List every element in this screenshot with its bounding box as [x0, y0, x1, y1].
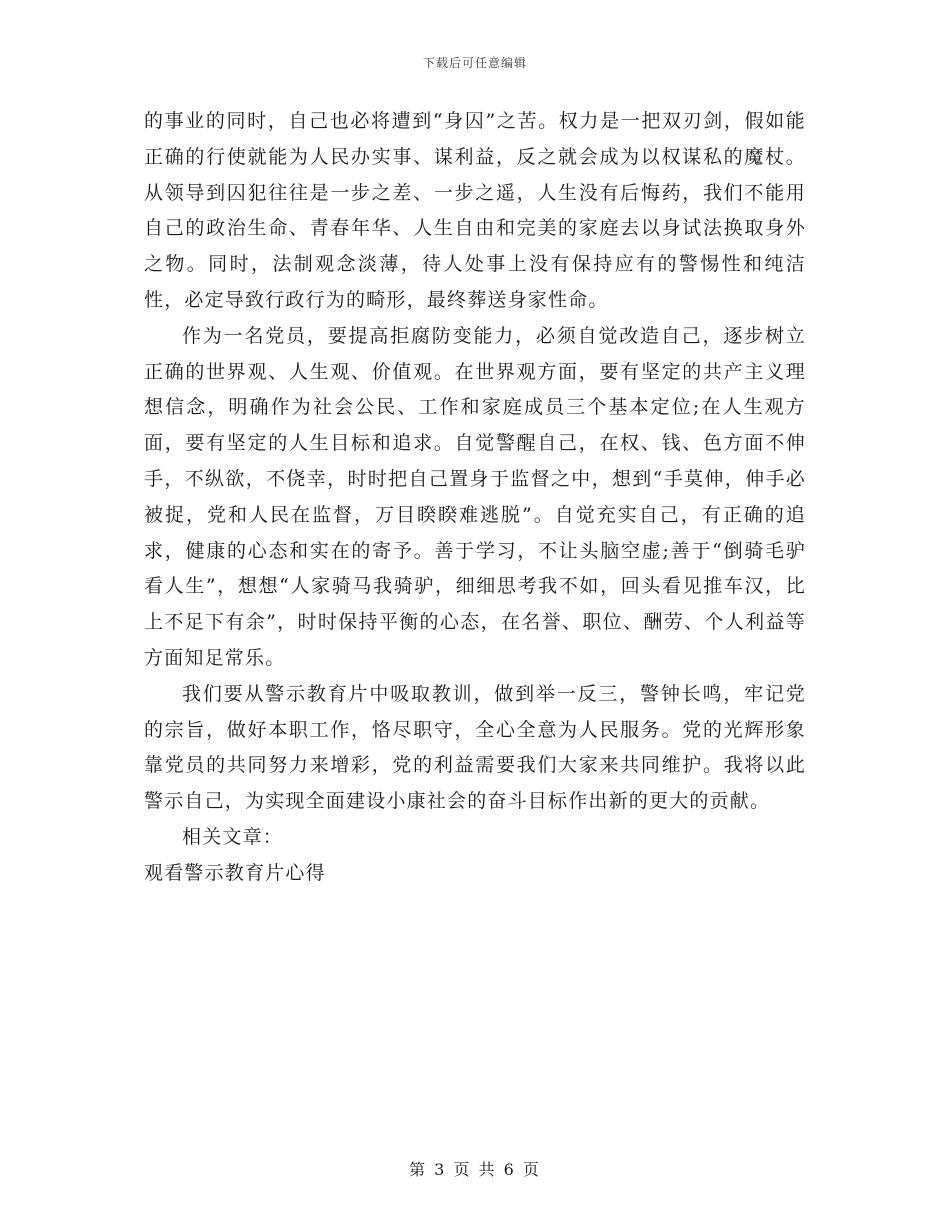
related-article-link[interactable]: 观看警示教育片心得: [144, 861, 326, 884]
related-articles-label: 相关文章：: [182, 825, 284, 848]
paragraph-2: 作为一名党员，要提高拒腐防变能力，必须自觉改造自己，逐步树立正确的世界观、人生观、价值观。在世界观方面，要有坚定的共产主义理想信念，明确作为社会公民、工作和家庭成员三个基本定位;在人生观方面，要有坚定的人生目标和追求。自觉警醒自己，在权、钱、色方面不伸手，不纵欲，不侥幸，时时把自己置身于监督之中，想到“手莫伸，伸手必被捉，党和人民在监督，万目睽睽难逃脱”。自觉充实自己，有正确的追求，健康的心态和实在的寄予。善于学习，不让头脑空虚;善于“倒骑毛驴看人生”，想想“人家骑马我骑驴，细细思考我不如，回头看见推车汉，比上不足下有余”，时时保持平衡的心态，在名誉、职位、酬劳、个人利益等方面知足常乐。: [144, 324, 806, 669]
page-number-footer: 第 3 页 共 6 页: [409, 1160, 541, 1179]
page-header: 下载后可任意编辑: [422, 56, 527, 70]
paragraph-1: 的事业的同时，自己也必将遭到“身囚”之苦。权力是一把双刃剑，假如能正确的行使就能为人民办实事、谋利益，反之就会成为以权谋私的魔杖。从领导到囚犯往往是一步之差、一步之遥，人生没有后悔药，我们不能用自己的政治生命、青春年华、人生自由和完美的家庭去以身试法换取身外之物。同时，法制观念淡薄，待人处事上没有保持应有的警惕性和纯洁性，必定导致行政行为的畸形，最终葬送身家性命。: [144, 110, 806, 311]
paragraph-3: 我们要从警示教育片中吸取教训，做到举一反三，警钟长鸣，牢记党的宗旨，做好本职工作，恪尽职守，全心全意为人民服务。党的光辉形象靠党员的共同努力来增彩，党的利益需要我们大家来共同维护。我将以此警示自己，为实现全面建设小康社会的奋斗目标作出新的更大的贡献。: [144, 682, 806, 813]
document-body: [144, 104, 806, 892]
